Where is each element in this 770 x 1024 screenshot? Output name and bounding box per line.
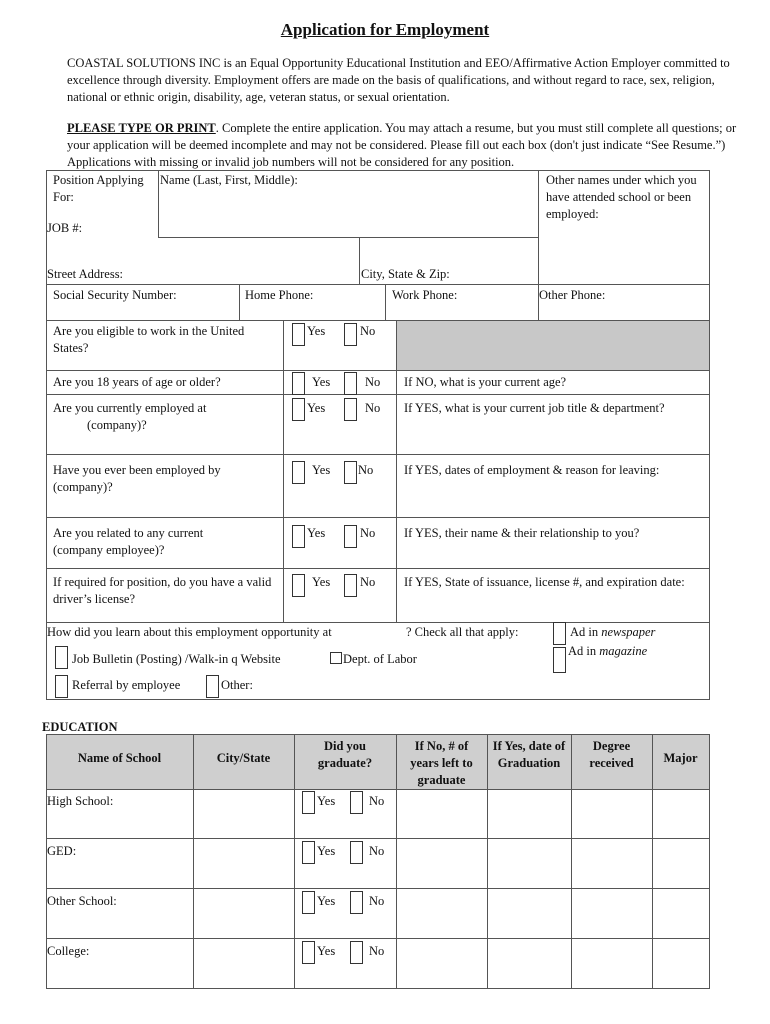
yes-label: Yes xyxy=(312,575,331,589)
eligible-yes-checkbox[interactable] xyxy=(292,323,305,346)
referral-label: Referral by employee xyxy=(72,678,181,692)
col-years-left: If No, # of years left to graduate xyxy=(410,739,473,787)
eligible-no-checkbox[interactable] xyxy=(344,323,357,346)
col-name-of-school: Name of School xyxy=(77,751,162,765)
other-names-label: Other names under which you have attended school or been employed: xyxy=(546,173,697,221)
employed-no-checkbox[interactable] xyxy=(344,398,357,421)
name-label: Name (Last, First, Middle): xyxy=(160,173,298,187)
age-followup: If NO, what is your current age? xyxy=(404,375,567,389)
no-label: No xyxy=(360,324,376,338)
college-yes-checkbox[interactable] xyxy=(302,941,315,964)
other-checkbox[interactable] xyxy=(206,675,219,698)
employed-followup: If YES, what is your current job title & department? xyxy=(404,401,665,415)
no-label: No xyxy=(369,894,385,908)
related-yes-checkbox[interactable] xyxy=(292,525,305,548)
high-school-yes-checkbox[interactable] xyxy=(302,791,315,814)
row-ged: GED: xyxy=(47,844,77,858)
ad-newspaper-label: Ad in newspaper xyxy=(570,625,656,639)
col-degree-received: Degree received xyxy=(589,739,634,770)
other-phone-label: Other Phone: xyxy=(539,288,606,302)
no-label: No xyxy=(365,375,381,389)
high-school-no-checkbox[interactable] xyxy=(350,791,363,814)
instructions-body: . Complete the entire application. You may attach a resume, but you must still complete all questions; or your application will be deemed incomplete and may not be considered. Please fill out each box (don't just indicate “See Resume.”) Applications with missing or invalid job numbers will not be considered for any position. xyxy=(67,121,737,169)
no-label: No xyxy=(360,575,376,589)
street-address-label: Street Address: xyxy=(47,267,124,281)
magazine-checkbox[interactable] xyxy=(553,647,566,673)
row-high-school: High School: xyxy=(47,794,114,808)
employed-yes-checkbox[interactable] xyxy=(292,398,305,421)
ever-employed-no-checkbox[interactable] xyxy=(344,461,357,484)
position-label: Position Applying For: xyxy=(53,173,144,204)
no-label: No xyxy=(365,401,381,415)
newspaper-checkbox[interactable] xyxy=(553,622,566,645)
ged-no-checkbox[interactable] xyxy=(350,841,363,864)
city-state-zip-label: City, State & Zip: xyxy=(361,267,450,281)
intro-paragraph: COASTAL SOLUTIONS INC is an Equal Opportunity Educational Institution and EEO/Affirmative Action Employer committed to excellence through diversity. Employment offers are made on the basis of qualifications, and without regard to race, sex, religion, national or ethnic origin, disability, age, veteran status, or sexual orientation. xyxy=(67,56,730,104)
other-school-yes-checkbox[interactable] xyxy=(302,891,315,914)
col-city-state: City/State xyxy=(216,751,271,765)
dept-labor-label: Dept. of Labor xyxy=(343,652,417,666)
license-followup: If YES, State of issuance, license #, and expiration date: xyxy=(404,575,685,589)
check-all-label: ? Check all that apply: xyxy=(406,625,519,639)
instructions-paragraph xyxy=(67,120,757,171)
age-no-checkbox[interactable] xyxy=(344,372,357,395)
yes-label: Yes xyxy=(307,324,326,338)
col-major: Major xyxy=(663,751,698,765)
no-label: No xyxy=(369,844,385,858)
question-employed-company: (company)? xyxy=(87,418,147,432)
no-label: No xyxy=(358,463,374,477)
other-label: Other: xyxy=(221,678,253,692)
age-yes-checkbox[interactable] xyxy=(292,372,305,395)
dept-labor-checkbox[interactable] xyxy=(330,652,342,664)
col-date-of-graduation: If Yes, date of Graduation xyxy=(492,739,566,770)
ssn-label: Social Security Number: xyxy=(53,288,177,302)
no-label: No xyxy=(360,526,376,540)
college-no-checkbox[interactable] xyxy=(350,941,363,964)
referral-checkbox[interactable] xyxy=(55,675,68,698)
question-license: If required for position, do you have a valid driver’s license? xyxy=(53,575,272,606)
yes-label: Yes xyxy=(317,844,336,858)
ged-yes-checkbox[interactable] xyxy=(302,841,315,864)
instructions-heading: PLEASE TYPE OR PRINT xyxy=(67,121,216,135)
ad-magazine-label: Ad in magazine xyxy=(568,644,648,658)
row-college: College: xyxy=(47,944,90,958)
related-followup: If YES, their name & their relationship to you? xyxy=(404,526,640,540)
ever-employed-yes-checkbox[interactable] xyxy=(292,461,305,484)
col-did-you-graduate: Did you graduate? xyxy=(317,739,373,770)
page-title: Application for Employment xyxy=(280,20,490,39)
yes-label: Yes xyxy=(317,944,336,958)
license-yes-checkbox[interactable] xyxy=(292,574,305,597)
question-ever-employed: Have you ever been employed by (company)? xyxy=(53,463,221,494)
license-no-checkbox[interactable] xyxy=(344,574,357,597)
home-phone-label: Home Phone: xyxy=(245,288,314,302)
question-eligible: Are you eligible to work in the United States? xyxy=(53,324,245,355)
yes-label: Yes xyxy=(312,463,331,477)
question-related: Are you related to any current (company employee)? xyxy=(53,526,204,557)
no-label: No xyxy=(369,794,385,808)
ever-employed-followup: If YES, dates of employment & reason for leaving: xyxy=(404,463,660,477)
no-label: No xyxy=(369,944,385,958)
yes-label: Yes xyxy=(307,401,326,415)
question-age: Are you 18 years of age or older? xyxy=(53,375,221,389)
education-heading: EDUCATION xyxy=(42,720,118,734)
row-other-school: Other School: xyxy=(47,894,117,908)
yes-label: Yes xyxy=(312,375,331,389)
shaded-cell xyxy=(397,321,709,370)
yes-label: Yes xyxy=(307,526,326,540)
job-bulletin-checkbox[interactable] xyxy=(55,646,68,669)
work-phone-label: Work Phone: xyxy=(392,288,458,302)
yes-label: Yes xyxy=(317,794,336,808)
job-bulletin-label: Job Bulletin (Posting) /Walk-in q Website xyxy=(72,652,281,666)
other-school-no-checkbox[interactable] xyxy=(350,891,363,914)
related-no-checkbox[interactable] xyxy=(344,525,357,548)
learn-question: How did you learn about this employment opportunity at xyxy=(47,625,332,639)
job-number-label: JOB #: xyxy=(47,221,83,235)
question-employed: Are you currently employed at xyxy=(53,401,207,415)
yes-label: Yes xyxy=(317,894,336,908)
